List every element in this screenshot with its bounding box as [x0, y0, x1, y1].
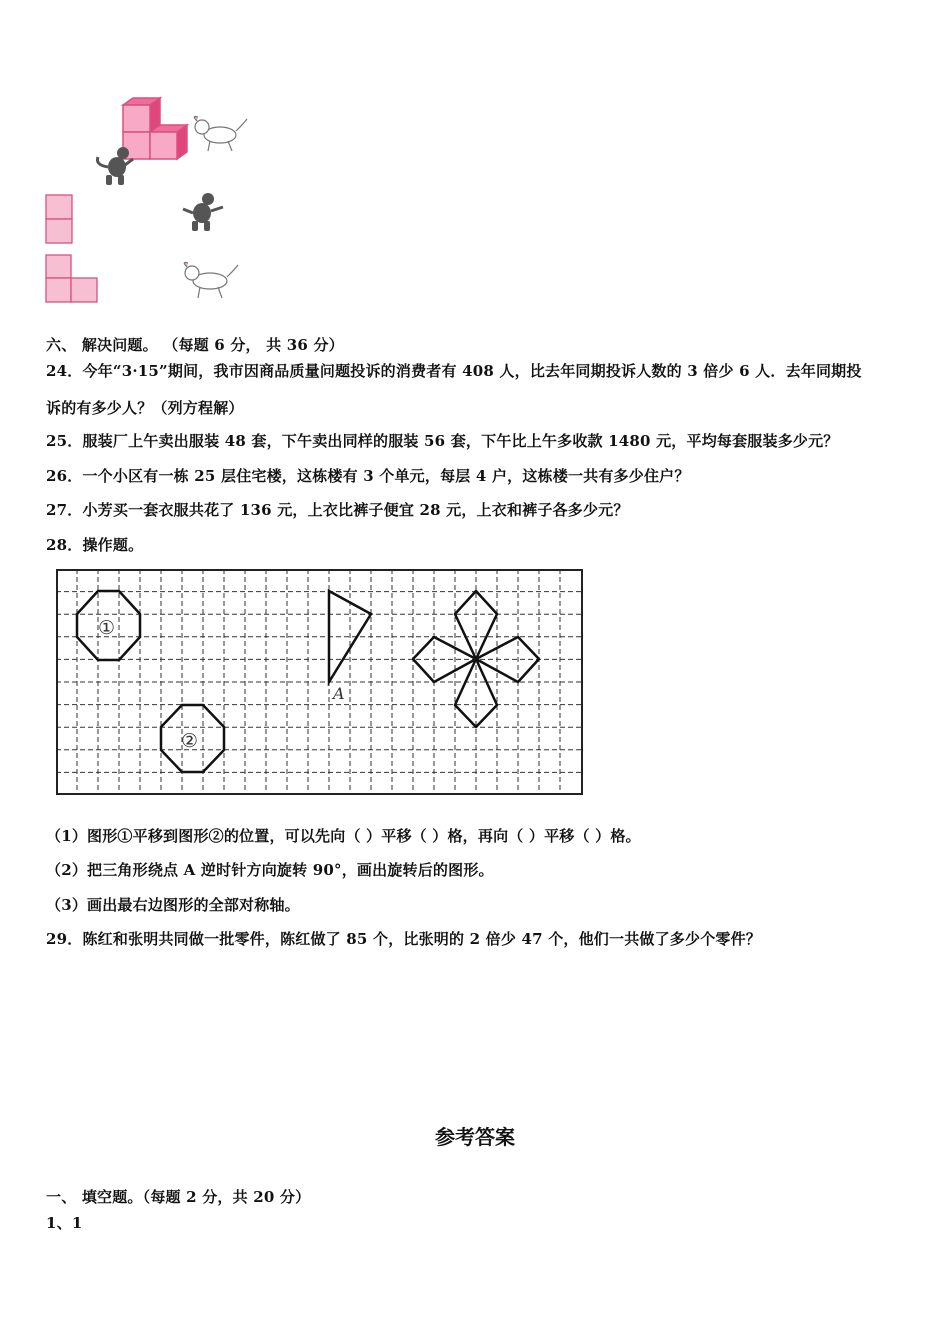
- dog-icon: [184, 263, 238, 299]
- monkey-icon: [97, 147, 133, 185]
- section6-header: 六、 解决问题。 （每题 6 分， 共 36 分）: [46, 336, 344, 354]
- question-24-line2: 诉的有多少人？（列方程解）: [46, 399, 244, 417]
- question-28-sub1: （1）图形①平移到图形②的位置，可以先向（ ）平移（ ）格，再向（ ）平移（ ）格。: [46, 827, 641, 845]
- question-24-line1: 24．今年“3·15”期间，我市因商品质量问题投诉的消费者有 408 人，比去年同期投诉人数的 3 倍少 6 人．去年同期投: [46, 362, 862, 380]
- question-25: 25．服装厂上午卖出服装 48 套，下午卖出同样的服装 56 套，下午比上午多收款 1480 元，平均每套服装多少元？: [46, 432, 839, 450]
- cube-views-figure: [40, 95, 260, 310]
- grid-figure: [56, 569, 586, 797]
- dog-icon: [194, 117, 247, 152]
- grid-lines: [56, 569, 582, 795]
- monkey-icon: [183, 193, 223, 231]
- cube-stack: [123, 98, 187, 159]
- question-29: 29．陈红和张明共同做一批零件，陈红做了 85 个，比张明的 2 倍少 47 个，他们一共做了多少个零件？: [46, 930, 761, 948]
- question-26: 26．一个小区有一栋 25 层住宅楼，这栋楼有 3 个单元，每层 4 户，这栋楼一共有多少住户？: [46, 467, 690, 485]
- shape-2-label: ②: [181, 730, 199, 752]
- question-28-sub3: （3）画出最右边图形的全部对称轴。: [46, 896, 300, 914]
- question-28: 28．操作题。: [46, 536, 144, 554]
- shape-1-label: ①: [98, 617, 116, 639]
- answer-title: 参考答案: [435, 1125, 515, 1149]
- point-a-label: A: [333, 684, 345, 703]
- view-option-l-shape: [46, 255, 97, 302]
- question-27: 27．小芳买一套衣服共花了 136 元，上衣比裤子便宜 28 元，上衣和裤子各多少元？: [46, 501, 629, 519]
- answer-1: 1、1: [46, 1214, 83, 1232]
- view-option-vertical: [46, 195, 72, 243]
- question-28-sub2: （2）把三角形绕点 A 逆时针方向旋转 90°，画出旋转后的图形。: [46, 861, 494, 879]
- grid-border: [57, 570, 582, 794]
- answer-section1-header: 一、 填空题。（每题 2 分，共 20 分）: [46, 1188, 311, 1206]
